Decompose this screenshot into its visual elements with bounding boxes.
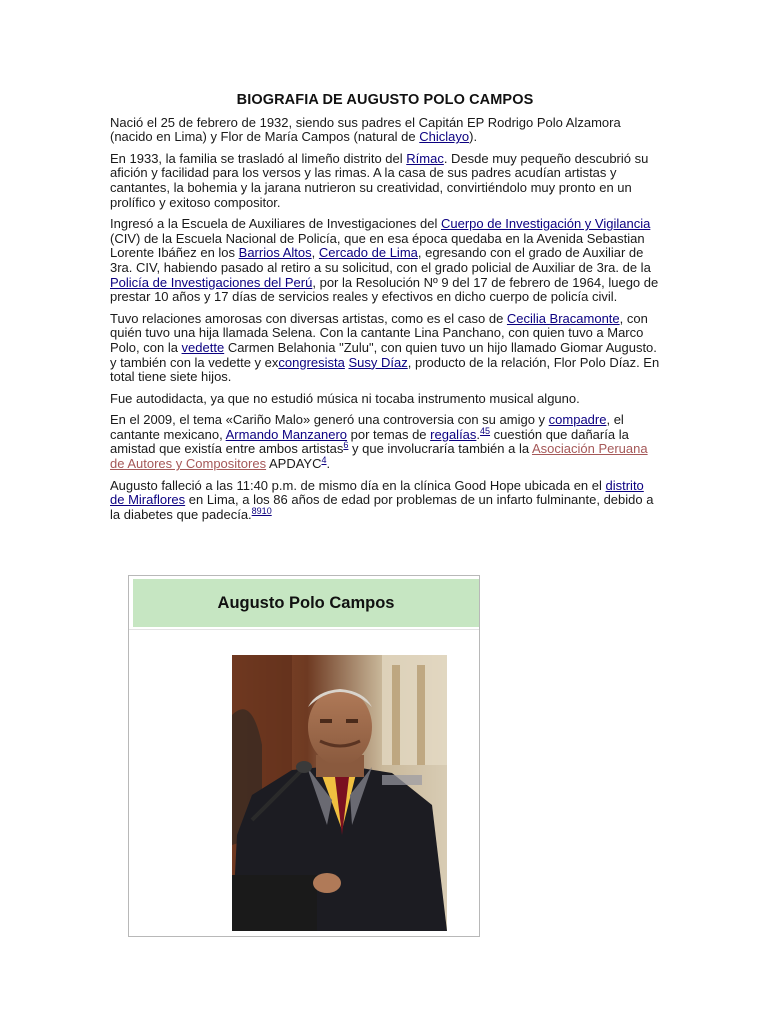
link-congresista[interactable]: congresista [278,354,345,370]
paragraph-death: Augusto falleció a las 11:40 p.m. de mismo día en la clínica Good Hope ubicada en el distrito de Miraflores en Lima, a los 86 años de edad por problemas de un infarto fulminante, debido a la diabetes que padecía.$^{8910}$ [110,477,654,522]
paragraph-childhood: En 1933, la familia se trasladó al limeño distrito del Rímac. Desde muy pequeño descubrió su afición y facilidad para los versos y las rimas. A la casa de sus padres acudían artistas y cantantes, la bohemia y la jarana nutrieron su creatividad, convirtiéndolo muy pronto en un prolífico y exitoso compositor. [110,150,649,210]
paragraph-birth: Nació el 25 de febrero de 1932, siendo sus padres el Capitán EP Rodrigo Polo Alzamora (nacido en Lima) y Flor de María Campos (natural de Chiclayo). [110,114,621,145]
portrait-image [232,655,447,931]
link-barrios-altos[interactable]: Barrios Altos [238,245,312,261]
infobox-title: Augusto Polo Campos [133,579,479,627]
portrait-photo [232,655,447,931]
link-compadre[interactable]: compadre [548,412,607,428]
link-apdayc[interactable]: Asociación Peruana de Autores y Compositores [110,441,648,472]
link-cercado-lima[interactable]: Cercado de Lima [318,245,418,261]
link-policia-investigaciones[interactable]: Policía de Investigaciones del Perú [110,274,313,290]
link-cuerpo-investigacion[interactable]: Cuerpo de Investigación y Vigilancia [440,216,651,232]
infobox [128,575,480,937]
link-distrito-miraflores[interactable]: distrito de Miraflores [110,477,644,508]
paragraph-controversy: En el 2009, el tema «Cariño Malo» generó una controversia con su amigo y compadre, el cantante mexicano, Armando Manzanero por temas de regalías.$^{45}$ cuestión que dañaría la amistad que existía entre ambos artistas$^6$ y que involucraría también a la Asociación Peruana de Autores y Compositores APDAYC$^4$. [110,412,648,472]
link-regalias[interactable]: regalías [430,426,477,442]
link-cecilia-bracamonte[interactable]: Cecilia Bracamonte [506,310,620,326]
paragraph-relationships: Tuvo relaciones amorosas con diversas artistas, como es el caso de Cecilia Bracamonte, con quién tuvo una hija llamada Selena. Con la cantante Lina Panchano, con quien tuvo a Marco Polo, con la vedette Carmen Belahonia "Zulu", con quien tuvo un hijo llamado Giomar Augusto. y también con la vedette y excongresista Susy Díaz, producto de la relación, Flor Polo Díaz. En total tiene siete hijos. [110,310,660,385]
infobox-divider [129,629,479,630]
link-rimac[interactable]: Rímac [406,150,444,166]
link-vedette[interactable]: vedette [181,339,225,355]
paragraph-autodidact: Fue autodidacta, ya que no estudió música ni tocaba instrumento musical alguno. [110,390,580,406]
link-susy-diaz[interactable]: Susy Díaz [348,354,408,370]
page-title: BIOGRAFIA DE AUGUSTO POLO CAMPOS [236,92,534,108]
paragraph-police-career: Ingresó a la Escuela de Auxiliares de Investigaciones del Cuerpo de Investigación y Vigilancia (CIV) de la Escuela Nacional de Policía, que en esa época quedaba en la Avenida Sebastian Lorente Ibáñez en los Barrios Altos, Cercado de Lima, egresando con el grado de Auxiliar de 3ra. CIV, habiendo pasado al retiro a su solicitud, con el grado policial de Auxiliar de 3ra. de la Policía de Investigaciones del Perú, por la Resolución Nº 9 del 17 de febrero de 1964, luego de prestar 10 años y 17 días de servicios reales y efectivos en dicho cuerpo de policía civil. [110,216,659,305]
link-armando-manzanero[interactable]: Armando Manzanero [225,426,348,442]
footnote-ref-8910[interactable]: 8910 [251,505,272,516]
footnote-ref-4[interactable]: 4 [321,455,327,466]
link-chiclayo[interactable]: Chiclayo [419,129,470,145]
footnote-ref-6[interactable]: 6 [343,440,349,451]
footnote-ref-45[interactable]: 45 [480,425,491,436]
article-body [110,93,660,529]
